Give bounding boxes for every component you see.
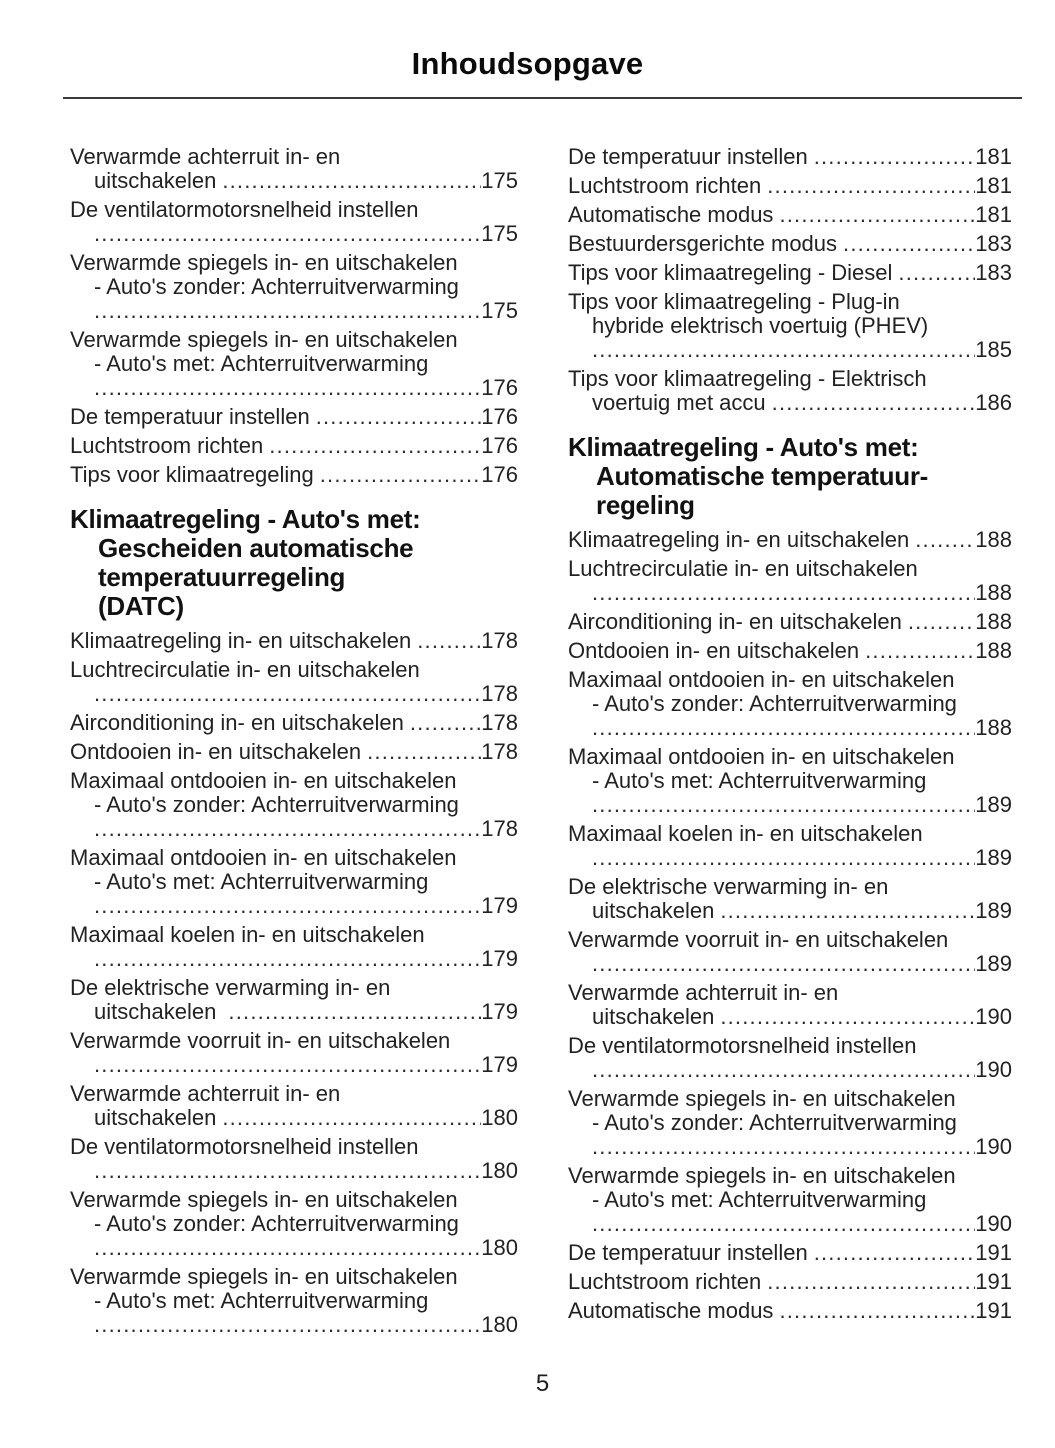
toc-entry	[70, 1188, 518, 1260]
toc-entry-tail-line	[70, 376, 518, 400]
toc-entry	[70, 1029, 518, 1077]
toc-entry-line: Luchtrecirculatie in- en uitschakelen	[568, 556, 918, 581]
toc-leader-dots	[228, 1000, 481, 1024]
toc-entry-tail-line	[70, 222, 518, 246]
toc-entry-tail-line	[568, 1241, 1012, 1265]
heading-line: Automatische temperatuur-	[596, 461, 928, 491]
toc-entry-tail-text: Klimaatregeling in- en uitschakelen	[568, 527, 910, 552]
toc-entry-line: Maximaal koelen in- en uitschakelen	[568, 821, 923, 846]
toc-leader-dots	[417, 629, 481, 653]
title-rule	[63, 97, 1022, 99]
toc-page-number: 181	[975, 173, 1012, 198]
toc-leader-dots	[94, 1053, 481, 1077]
toc-entry	[568, 639, 1012, 663]
toc-entry-tail-line	[568, 1058, 1012, 1082]
toc-page-number: 189	[975, 951, 1012, 976]
toc-entry-tail-text: De temperatuur instellen	[568, 1240, 808, 1265]
toc-leader-dots	[779, 203, 975, 227]
toc-entry	[568, 290, 1012, 362]
toc-page-number: 178	[481, 628, 518, 653]
toc-entry-tail-line	[568, 610, 1012, 634]
toc-entry	[70, 434, 518, 458]
toc-entry-tail-line	[70, 434, 518, 458]
toc-entry	[70, 629, 518, 653]
toc-page-number: 191	[975, 1298, 1012, 1323]
toc-page-number: 176	[481, 375, 518, 400]
toc-entry-tail-text: Ontdooien in- en uitschakelen	[568, 638, 860, 663]
toc-entry-tail-text: De temperatuur instellen	[568, 144, 808, 169]
toc-leader-dots	[592, 952, 975, 976]
page-number-footer: 5	[535, 1370, 550, 1397]
toc-entry-tail-line	[70, 299, 518, 323]
toc-entry-tail-text: Airconditioning in- en uitschakelen	[568, 609, 902, 634]
toc-entry-line: - Auto's zonder: Achterruitverwarming	[592, 691, 957, 716]
toc-page-number: 178	[481, 739, 518, 764]
toc-entry-line: - Auto's zonder: Achterruitverwarming	[94, 274, 459, 299]
toc-page-number: 191	[975, 1269, 1012, 1294]
toc-entry-line: Luchtrecirculatie in- en uitschakelen	[70, 657, 420, 682]
toc-entry-tail-line	[568, 1212, 1012, 1236]
toc-page-number: 175	[481, 298, 518, 323]
toc-entry	[70, 769, 518, 841]
toc-leader-dots	[94, 894, 481, 918]
toc-entry-tail-line	[70, 711, 518, 735]
toc-entry	[568, 1299, 1012, 1323]
toc-page-number: 189	[975, 845, 1012, 870]
toc-entry	[70, 145, 518, 193]
toc-entry-tail-text: Luchtstroom richten	[568, 173, 762, 198]
toc-entry	[568, 528, 1012, 552]
toc-entry-tail-line	[70, 682, 518, 706]
toc-entry	[70, 846, 518, 918]
toc-page-number: 190	[975, 1004, 1012, 1029]
toc-entry	[568, 203, 1012, 227]
toc-leader-dots	[915, 528, 975, 552]
toc-entry	[70, 198, 518, 246]
toc-leader-dots	[269, 434, 481, 458]
toc-leader-dots	[592, 1058, 975, 1082]
toc-leader-dots	[94, 376, 481, 400]
toc-entry	[568, 745, 1012, 817]
toc-entry-tail-line	[568, 1299, 1012, 1323]
toc-entry-tail-line	[70, 1313, 518, 1337]
toc-entry-line: De ventilatormotorsnelheid instellen	[70, 1134, 419, 1159]
page-title: Inhoudsopgave	[411, 46, 644, 81]
toc-entry	[568, 367, 1012, 415]
section-heading	[70, 505, 518, 621]
toc-entry	[70, 658, 518, 706]
toc-leader-dots	[592, 1135, 975, 1159]
toc-entry-tail-line	[568, 581, 1012, 605]
toc-entry	[70, 251, 518, 323]
toc-leader-dots	[367, 740, 481, 764]
toc-leader-dots	[720, 899, 975, 923]
toc-page-number: 179	[481, 893, 518, 918]
toc-entry-tail-text: Luchtstroom richten	[70, 433, 264, 458]
toc-leader-dots	[94, 1236, 481, 1260]
toc-entry-line: Verwarmde spiegels in- en uitschakelen	[568, 1086, 956, 1111]
heading-line: regeling	[596, 490, 695, 520]
toc-entry-tail-text: uitschakelen	[94, 168, 217, 193]
toc-entry	[568, 145, 1012, 169]
toc-page-number: 190	[975, 1134, 1012, 1159]
toc-entry	[568, 232, 1012, 256]
toc-entry-tail-line	[70, 1106, 518, 1130]
toc-entry-tail-line	[568, 528, 1012, 552]
toc-leader-dots	[94, 817, 481, 841]
toc-entry-tail-text: uitschakelen	[592, 898, 715, 923]
toc-leader-dots	[898, 261, 975, 285]
toc-entry-tail-line	[568, 203, 1012, 227]
toc-page-number: 188	[975, 580, 1012, 605]
toc-entry-tail-text: Airconditioning in- en uitschakelen	[70, 710, 404, 735]
toc-page-number: 191	[975, 1240, 1012, 1265]
toc-entry-tail-line	[568, 1270, 1012, 1294]
toc-entry	[568, 1270, 1012, 1294]
toc-entry-tail-text: De temperatuur instellen	[70, 404, 310, 429]
toc-entry-tail-line	[568, 338, 1012, 362]
toc-page-number: 176	[481, 462, 518, 487]
toc-entry-tail-line	[568, 899, 1012, 923]
toc-leader-dots	[865, 639, 975, 663]
toc-entry-tail-text: uitschakelen	[592, 1004, 715, 1029]
toc-entry-tail-line	[70, 817, 518, 841]
toc-entry-line: Verwarmde spiegels in- en uitschakelen	[70, 250, 458, 275]
toc-entry	[568, 875, 1012, 923]
toc-page-number: 188	[975, 609, 1012, 634]
toc-entry-tail-text: Klimaatregeling in- en uitschakelen	[70, 628, 412, 653]
toc-entry-line: Verwarmde achterruit in- en	[568, 980, 839, 1005]
toc-entry-tail-line	[70, 629, 518, 653]
toc-entry-line: Verwarmde spiegels in- en uitschakelen	[70, 1187, 458, 1212]
toc-entry-tail-line	[70, 169, 518, 193]
toc-leader-dots	[779, 1299, 975, 1323]
toc-leader-dots	[410, 711, 481, 735]
toc-page-number: 183	[975, 231, 1012, 256]
toc-leader-dots	[592, 1212, 975, 1236]
toc-entry-line: - Auto's met: Achterruitverwarming	[94, 1288, 429, 1313]
toc-entry	[568, 1164, 1012, 1236]
toc-page-number: 181	[975, 202, 1012, 227]
toc-entry-line: Verwarmde spiegels in- en uitschakelen	[568, 1163, 956, 1188]
toc-entry	[568, 557, 1012, 605]
toc-leader-dots	[767, 174, 975, 198]
toc-entry-line: - Auto's met: Achterruitverwarming	[94, 351, 429, 376]
toc-entry-tail-line	[70, 1000, 518, 1024]
toc-entry-line: Verwarmde voorruit in- en uitschakelen	[70, 1028, 451, 1053]
toc-entry-tail-text: voertuig met accu	[592, 390, 766, 415]
toc-entry-tail-text: Automatische modus	[568, 1298, 774, 1323]
toc-leader-dots	[843, 232, 975, 256]
toc-column-left	[70, 145, 518, 1342]
toc-entry-tail-text: Tips voor klimaatregeling - Diesel	[568, 260, 893, 285]
toc-entry-tail-line	[568, 716, 1012, 740]
toc-page-number: 186	[975, 390, 1012, 415]
toc-entry-line: Maximaal koelen in- en uitschakelen	[70, 922, 425, 947]
toc-entry-tail-line	[568, 952, 1012, 976]
toc-page-number: 185	[975, 337, 1012, 362]
toc-entry	[568, 928, 1012, 976]
toc-entry-tail-line	[70, 405, 518, 429]
toc-page-number: 181	[975, 144, 1012, 169]
toc-entry-line: Verwarmde spiegels in- en uitschakelen	[70, 327, 458, 352]
toc-entry	[568, 610, 1012, 634]
toc-entry-line: - Auto's zonder: Achterruitverwarming	[592, 1110, 957, 1135]
toc-entry-line: Verwarmde voorruit in- en uitschakelen	[568, 927, 949, 952]
toc-leader-dots	[592, 581, 975, 605]
toc-entry	[70, 923, 518, 971]
toc-entry-line: - Auto's met: Achterruitverwarming	[592, 768, 927, 793]
toc-leader-dots	[720, 1005, 975, 1029]
toc-leader-dots	[222, 169, 481, 193]
toc-entry-tail-line	[568, 846, 1012, 870]
toc-entry	[568, 261, 1012, 285]
toc-page-number: 176	[481, 404, 518, 429]
toc-leader-dots	[94, 682, 481, 706]
toc-leader-dots	[592, 846, 975, 870]
toc-entry	[70, 328, 518, 400]
toc-page-number: 178	[481, 816, 518, 841]
toc-page-number: 178	[481, 681, 518, 706]
toc-entry-line: De ventilatormotorsnelheid instellen	[568, 1033, 917, 1058]
toc-entry-tail-line	[70, 1159, 518, 1183]
toc-leader-dots	[592, 716, 975, 740]
toc-entry-tail-text: uitschakelen	[94, 999, 223, 1024]
toc-entry-tail-text: Luchtstroom richten	[568, 1269, 762, 1294]
toc-entry-tail-text: Ontdooien in- en uitschakelen	[70, 739, 362, 764]
toc-leader-dots	[814, 1241, 976, 1265]
toc-page-number: 180	[481, 1235, 518, 1260]
toc-leader-dots	[767, 1270, 975, 1294]
toc-entry-line: Tips voor klimaatregeling - Elektrisch	[568, 366, 927, 391]
toc-entry-line: - Auto's zonder: Achterruitverwarming	[94, 1211, 459, 1236]
toc-leader-dots	[592, 338, 975, 362]
toc-leader-dots	[592, 793, 975, 817]
toc-entry	[568, 668, 1012, 740]
toc-entry-tail-line	[70, 740, 518, 764]
heading-line: Gescheiden automatische	[98, 533, 414, 563]
toc-entry-tail-line	[568, 232, 1012, 256]
toc-entry-tail-text: Bestuurdersgerichte modus	[568, 231, 838, 256]
heading-line: temperatuurregeling	[98, 562, 346, 592]
toc-entry-line: Maximaal ontdooien in- en uitschakelen	[568, 744, 955, 769]
toc-page-number: 175	[481, 168, 518, 193]
toc-leader-dots	[94, 1313, 481, 1337]
toc-entry	[70, 405, 518, 429]
toc-entry-line: De ventilatormotorsnelheid instellen	[70, 197, 419, 222]
toc-entry	[568, 822, 1012, 870]
toc-entry-line: hybride elektrisch voertuig (PHEV)	[592, 313, 929, 338]
toc-columns	[70, 145, 1055, 1342]
toc-entry-tail-line	[70, 463, 518, 487]
toc-entry-tail-line	[568, 174, 1012, 198]
toc-page-number: 175	[481, 221, 518, 246]
toc-entry	[70, 711, 518, 735]
toc-entry	[70, 1265, 518, 1337]
toc-entry-line: Verwarmde spiegels in- en uitschakelen	[70, 1264, 458, 1289]
toc-entry-line: Maximaal ontdooien in- en uitschakelen	[70, 768, 457, 793]
toc-leader-dots	[222, 1106, 481, 1130]
toc-entry-line: Verwarmde achterruit in- en	[70, 1081, 341, 1106]
toc-entry-line: - Auto's zonder: Achterruitverwarming	[94, 792, 459, 817]
toc-page-number: 190	[975, 1057, 1012, 1082]
toc-entry-line: Tips voor klimaatregeling - Plug-in	[568, 289, 900, 314]
toc-entry-line: Maximaal ontdooien in- en uitschakelen	[568, 667, 955, 692]
toc-page-number: 189	[975, 898, 1012, 923]
toc-page-number: 188	[975, 715, 1012, 740]
toc-entry	[568, 1241, 1012, 1265]
toc-entry-tail-line	[568, 261, 1012, 285]
toc-entry-line: Maximaal ontdooien in- en uitschakelen	[70, 845, 457, 870]
toc-leader-dots	[94, 299, 481, 323]
toc-page-number: 190	[975, 1211, 1012, 1236]
toc-column-right	[568, 145, 1012, 1342]
toc-entry-tail-line	[568, 391, 1012, 415]
toc-entry-line: De elektrische verwarming in- en	[568, 874, 889, 899]
toc-entry-line: - Auto's met: Achterruitverwarming	[94, 869, 429, 894]
toc-page-number: 180	[481, 1105, 518, 1130]
toc-leader-dots	[908, 610, 975, 634]
toc-entry-line: - Auto's met: Achterruitverwarming	[592, 1187, 927, 1212]
toc-page-number: 180	[481, 1312, 518, 1337]
toc-page-number: 179	[481, 1052, 518, 1077]
page-header	[0, 0, 1055, 99]
toc-entry-tail-text: uitschakelen	[94, 1105, 217, 1130]
toc-entry-tail-line	[568, 639, 1012, 663]
heading-line: Klimaatregeling - Auto's met:	[568, 432, 919, 462]
toc-page-number: 183	[975, 260, 1012, 285]
toc-entry	[568, 981, 1012, 1029]
toc-page-number: 179	[481, 999, 518, 1024]
toc-entry-tail-line	[568, 1135, 1012, 1159]
toc-entry	[70, 740, 518, 764]
toc-entry-tail-text: Automatische modus	[568, 202, 774, 227]
toc-page-number: 176	[481, 433, 518, 458]
toc-leader-dots	[320, 463, 482, 487]
heading-line: (DATC)	[98, 591, 184, 621]
toc-entry	[70, 1082, 518, 1130]
toc-leader-dots	[814, 145, 976, 169]
toc-page-number: 178	[481, 710, 518, 735]
toc-entry	[70, 1135, 518, 1183]
toc-entry-tail-line	[70, 1053, 518, 1077]
toc-page-number: 180	[481, 1158, 518, 1183]
toc-page-number: 179	[481, 946, 518, 971]
toc-entry-tail-line	[70, 894, 518, 918]
toc-entry	[70, 463, 518, 487]
toc-entry-tail-line	[568, 1005, 1012, 1029]
section-heading	[568, 433, 1012, 520]
toc-page-number: 188	[975, 638, 1012, 663]
toc-page-number: 189	[975, 792, 1012, 817]
toc-leader-dots	[94, 222, 481, 246]
toc-entry-tail-line	[568, 793, 1012, 817]
toc-entry	[568, 1087, 1012, 1159]
heading-line: Klimaatregeling - Auto's met:	[70, 504, 421, 534]
toc-leader-dots	[772, 391, 976, 415]
toc-entry	[70, 976, 518, 1024]
toc-page-number: 188	[975, 527, 1012, 552]
toc-entry-line: Verwarmde achterruit in- en	[70, 144, 341, 169]
toc-entry-tail-line	[70, 947, 518, 971]
toc-entry-tail-line	[568, 145, 1012, 169]
toc-entry	[568, 174, 1012, 198]
toc-entry-line: De elektrische verwarming in- en	[70, 975, 391, 1000]
toc-leader-dots	[94, 947, 481, 971]
toc-entry-tail-text: Tips voor klimaatregeling	[70, 462, 314, 487]
toc-leader-dots	[316, 405, 482, 429]
toc-entry	[568, 1034, 1012, 1082]
toc-entry-tail-line	[70, 1236, 518, 1260]
toc-leader-dots	[94, 1159, 481, 1183]
